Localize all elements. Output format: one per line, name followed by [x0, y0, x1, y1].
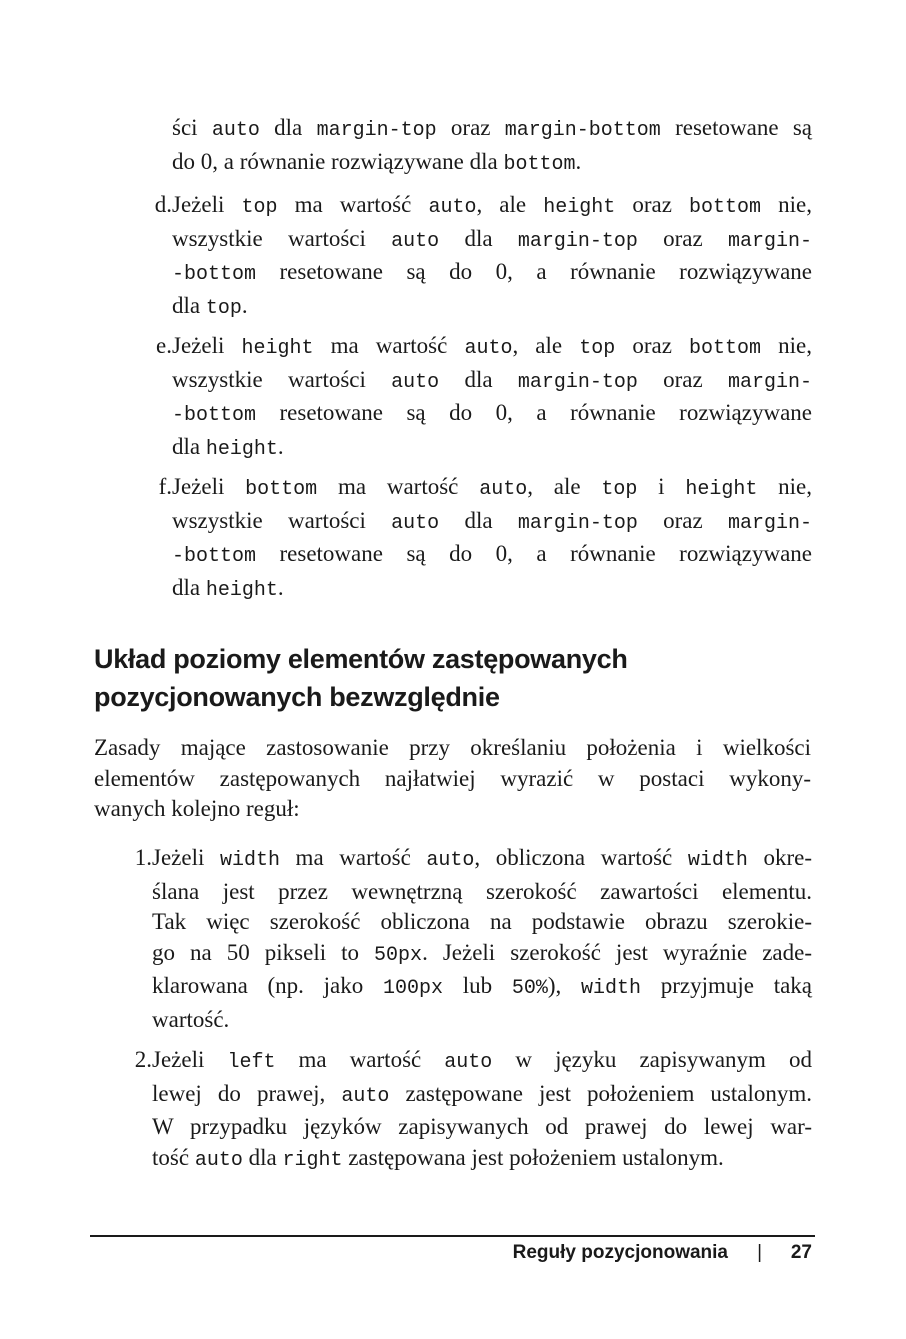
code-term: top	[205, 296, 242, 320]
text-run: . Jeżeli szerokość jest wyraźnie zade-	[422, 939, 812, 965]
text-run: .	[241, 292, 248, 318]
text-line	[94, 733, 811, 764]
text-run: i	[637, 474, 686, 499]
page-number: 27	[790, 1242, 812, 1263]
code-term: 50px	[374, 943, 423, 967]
text-run: oraz	[615, 333, 690, 358]
text-line	[152, 1079, 812, 1113]
intro-paragraph	[94, 733, 811, 825]
code-term: -bottom	[172, 404, 257, 427]
rule-text	[172, 190, 812, 324]
code-term: margin-	[727, 229, 812, 253]
text-line	[172, 224, 812, 258]
code-term: height	[543, 196, 616, 219]
code-term: auto	[391, 229, 440, 253]
text-run: wszystkie wartości	[172, 507, 392, 533]
text-run: .	[575, 148, 582, 174]
text-line	[172, 398, 812, 432]
rule-text	[172, 472, 812, 606]
text-run: dla	[439, 225, 518, 251]
text-run: lub	[442, 973, 512, 998]
code-term: bottom	[689, 196, 762, 219]
code-term: auto	[426, 849, 475, 872]
code-term: margin-	[727, 370, 812, 394]
text-line	[152, 907, 812, 938]
text-run: , ale	[476, 192, 544, 217]
text-run: resetowane są do 0, a równanie rozwiązywane	[256, 400, 812, 425]
text-line	[172, 331, 812, 365]
code-term: width	[580, 977, 641, 1000]
text-run: , obliczona wartość	[474, 845, 688, 870]
text-run: wanych kolejno reguł:	[94, 796, 300, 821]
code-term: bottom	[245, 478, 318, 501]
text-run: dla	[439, 366, 518, 392]
text-run: zastępowane jest położeniem ustalonym.	[389, 1080, 813, 1106]
code-term: 50%	[511, 977, 548, 1000]
text-run: dla	[172, 574, 206, 600]
text-run: ),	[547, 973, 581, 998]
code-term: auto	[391, 511, 440, 535]
code-term: height	[685, 478, 758, 501]
code-term: auto	[428, 196, 477, 219]
rule-text	[172, 331, 812, 465]
text-run: lewej do prawej,	[152, 1080, 342, 1106]
text-run: , ale	[527, 474, 602, 499]
code-term: auto	[391, 370, 440, 394]
text-run: wszystkie wartości	[172, 225, 392, 251]
text-run: Jeżeli	[172, 474, 246, 499]
text-run: dla	[439, 507, 518, 533]
text-line	[172, 147, 812, 181]
text-line	[152, 971, 812, 1005]
text-line	[152, 1112, 812, 1143]
text-run: klarowana (np. jako	[152, 973, 383, 998]
text-line	[172, 506, 812, 540]
text-run: wartość.	[152, 1006, 230, 1032]
text-run: oraz	[436, 115, 505, 140]
text-line	[172, 573, 812, 607]
code-term: auto	[479, 478, 528, 501]
text-run: ma wartość	[279, 845, 427, 870]
text-run: nie,	[757, 474, 812, 499]
code-term: width	[219, 849, 280, 872]
text-line	[152, 877, 812, 908]
text-run: go na 50 pikseli to	[152, 939, 375, 965]
text-run: Jeżeli	[172, 333, 242, 358]
rule-marker: 2.	[134, 1047, 152, 1072]
text-line	[172, 190, 812, 224]
text-run: ści	[172, 115, 212, 140]
code-term: auto	[341, 1084, 390, 1108]
text-line	[152, 1045, 812, 1079]
section-heading-line-1: Układ poziomy elementów zastępowanych	[94, 644, 628, 674]
text-run: ma wartość	[275, 1047, 445, 1072]
code-term: -bottom	[172, 263, 257, 286]
text-run: Jeżeli	[152, 845, 220, 870]
text-line	[152, 1143, 812, 1177]
text-run: zastępowana jest położeniem ustalonym.	[342, 1144, 724, 1170]
code-term: top	[579, 337, 616, 360]
text-run: resetowane są do 0, a równanie rozwiązywane	[256, 259, 812, 284]
text-run: elementów zastępowanych najłatwiej wyrazić w postaci wykony-	[94, 765, 811, 791]
text-run: oraz	[615, 192, 690, 217]
text-run: Zasady mające zastosowanie przy określaniu położenia i wielkości	[94, 735, 811, 760]
text-run: W przypadku języków zapisywanych od prawej do lewej war-	[152, 1114, 812, 1139]
text-line	[152, 1005, 812, 1036]
code-term: bottom	[503, 152, 576, 176]
text-run: dla	[259, 115, 317, 140]
text-run: ślana jest przez wewnętrzną szerokość zawartości elementu.	[152, 878, 812, 904]
text-run: okre-	[747, 845, 812, 870]
rule-marker: f.	[158, 474, 172, 499]
code-term: margin-	[727, 511, 812, 535]
code-term: height	[205, 437, 278, 461]
code-term: margin-top	[517, 511, 638, 535]
code-term: width	[687, 849, 748, 872]
code-term: margin-top	[517, 229, 638, 253]
section-heading-line-2: pozycjonowanych bezwzględnie	[94, 682, 500, 712]
text-line	[172, 472, 812, 506]
code-term: auto	[464, 337, 513, 360]
continuation-text	[172, 113, 812, 180]
text-run: przyjmuje taką	[641, 973, 812, 998]
text-line	[172, 257, 812, 291]
text-run: , ale	[512, 333, 580, 358]
code-term: auto	[444, 1051, 493, 1074]
code-term: bottom	[689, 337, 762, 360]
text-line	[172, 291, 812, 325]
text-line	[172, 365, 812, 399]
intro-text	[94, 733, 811, 825]
text-run: dla	[172, 433, 206, 459]
code-term: right	[282, 1148, 343, 1172]
code-term: margin-bottom	[504, 119, 661, 142]
text-run: dla	[242, 1144, 283, 1170]
text-run: w języku zapisywanym od	[492, 1047, 812, 1072]
text-line	[94, 794, 811, 825]
text-run: resetowane są do 0, a równanie rozwiązywane	[256, 541, 812, 566]
text-run: nie,	[761, 333, 812, 358]
code-term: margin-top	[316, 119, 437, 142]
section-heading	[94, 640, 814, 716]
footer-separator: |	[757, 1242, 762, 1263]
text-run: ma wartość	[313, 333, 465, 358]
text-run: oraz	[637, 366, 728, 392]
text-run: dla	[172, 292, 206, 318]
text-run: Tak więc szerokość obliczona na podstawie obrazu szerokie-	[152, 909, 812, 934]
running-footer	[90, 1242, 812, 1272]
text-line	[172, 113, 812, 147]
text-line	[152, 843, 812, 877]
rule-text	[152, 843, 812, 1035]
code-term: auto	[194, 1148, 243, 1172]
text-run: nie,	[761, 192, 812, 217]
text-run: resetowane są	[660, 115, 813, 140]
text-run: ma wartość	[277, 192, 429, 217]
code-term: auto	[211, 119, 260, 142]
rule-marker: 1.	[134, 845, 152, 870]
text-run: tość	[152, 1144, 195, 1170]
text-run: oraz	[637, 507, 728, 533]
text-run: ma wartość	[317, 474, 480, 499]
text-run: wszystkie wartości	[172, 366, 392, 392]
code-term: top	[241, 196, 278, 219]
text-line	[94, 764, 811, 795]
text-run: .	[277, 574, 284, 600]
code-term: left	[227, 1051, 276, 1074]
text-line	[172, 539, 812, 573]
code-term: height	[241, 337, 314, 360]
code-term: top	[601, 478, 638, 501]
code-term: height	[205, 578, 278, 602]
text-run: Jeżeli	[172, 192, 242, 217]
rule-marker: e.	[156, 333, 172, 358]
text-run: oraz	[637, 225, 728, 251]
footer-rule	[90, 1235, 815, 1237]
running-title: Reguły pozycjonowania	[512, 1242, 728, 1263]
text-line	[172, 432, 812, 466]
text-run: Jeżeli	[152, 1047, 228, 1072]
text-run: .	[277, 433, 284, 459]
rule-text	[152, 1045, 812, 1176]
rule-marker: d.	[154, 192, 172, 217]
code-term: 100px	[382, 977, 443, 1000]
code-term: margin-top	[517, 370, 638, 394]
text-run: do 0, a równanie rozwiązywane dla	[172, 148, 504, 174]
code-term: -bottom	[172, 545, 257, 568]
text-line	[152, 938, 812, 972]
